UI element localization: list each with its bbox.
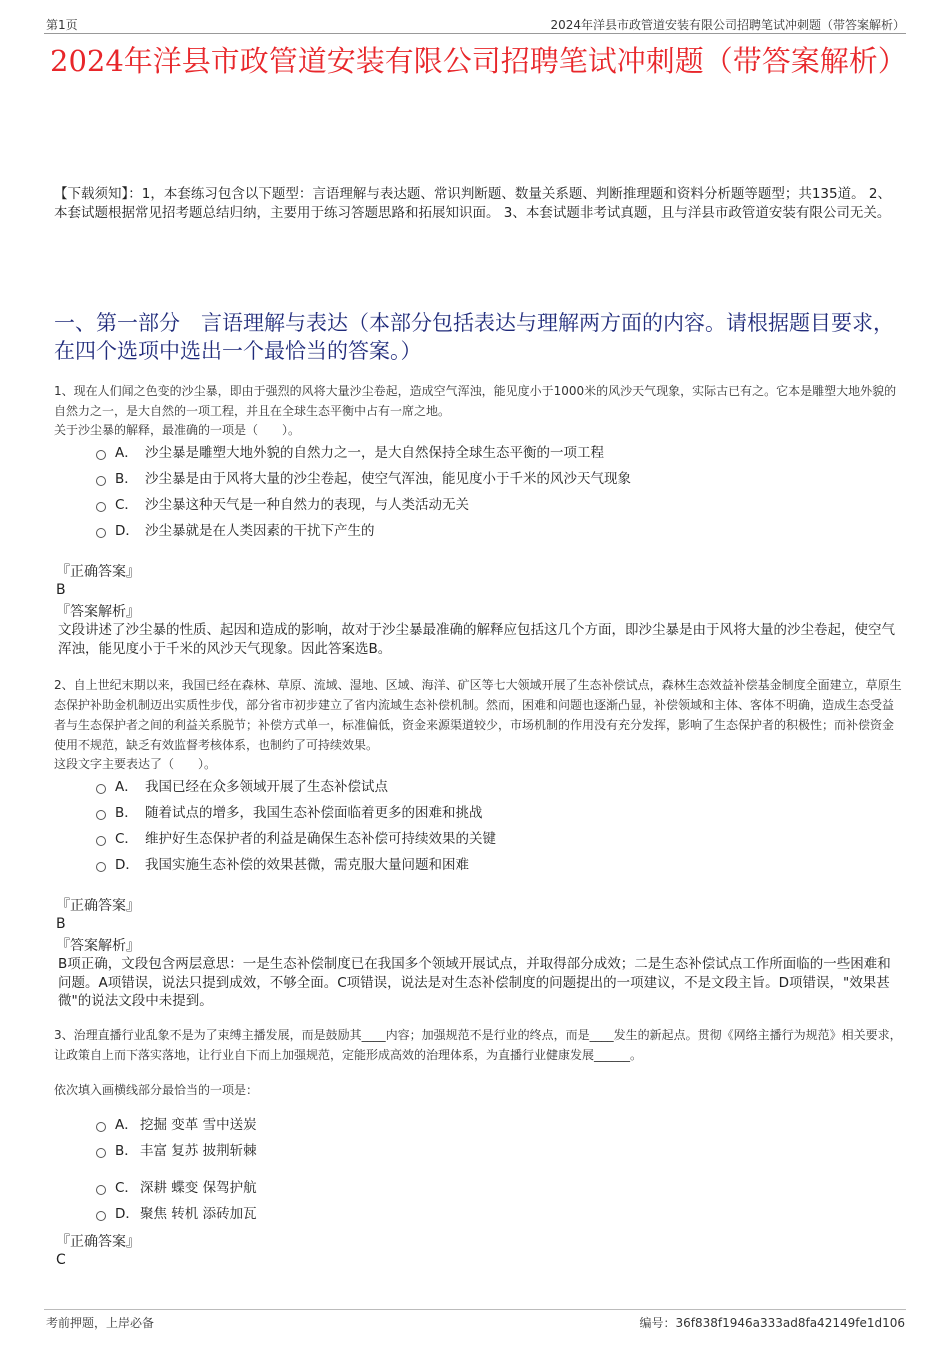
radio-icon[interactable]: [96, 1185, 106, 1195]
question-3-option-b[interactable]: [96, 1141, 257, 1161]
option-letter: A．: [115, 1117, 138, 1133]
question-1-option-b[interactable]: [96, 469, 631, 489]
question-3-option-d[interactable]: [96, 1204, 257, 1224]
radio-icon[interactable]: [96, 502, 106, 512]
option-letter: D．: [115, 1206, 139, 1222]
option-text: 聚焦 转机 添砖加瓦: [140, 1206, 257, 1222]
question-3-answer: C: [56, 1252, 66, 1268]
download-notice: 【下载须知】：1，本套练习包含以下题型：言语理解与表达题、常识判断题、数量关系题、判断推理题和资料分析题等题型；共135道。 2、本套试题根据常见招考题总结归纳，主要用于练习答题思路和拓展知识面。 3、本套试题非考试真题，且与洋县市政管道安装有限公司无关。: [54, 186, 891, 221]
option-text: 我国实施生态补偿的效果甚微，需克服大量问题和困难: [145, 857, 469, 873]
answer-label: 『正确答案』: [56, 898, 140, 914]
option-letter: B．: [115, 1143, 138, 1159]
option-letter: B．: [115, 471, 138, 487]
page-number: 第1页: [46, 18, 78, 32]
question-1-option-a[interactable]: [96, 443, 604, 463]
radio-icon[interactable]: [96, 1211, 106, 1221]
question-2-option-a[interactable]: [96, 777, 388, 797]
footer-divider: [44, 1309, 906, 1310]
question-1-analysis: 文段讲述了沙尘暴的性质、起因和造成的影响，故对于沙尘暴最准确的解释应包括这几个方面，即沙尘暴是由于风将大量的沙尘卷起，使空气浑浊，能见度小于千米的风沙天气现象。因此答案选B。: [58, 622, 895, 657]
section-heading: 一、第一部分 言语理解与表达（本部分包括表达与理解两方面的内容。请根据题目要求，在四个选项中选出一个最恰当的答案。）: [54, 311, 894, 363]
option-text: 我国已经在众多领域开展了生态补偿试点: [145, 779, 388, 795]
question-2-analysis: B项正确，文段包含两层意思：一是生态补偿制度已在我国多个领域开展试点，并取得部分成效；二是生态补偿试点工作所面临的一些困难和问题。A项错误，说法只提到成效，不够全面。C项错误，说法是对生态补偿制度的问题提出的一项建议，不是文段主旨。D项错误，"效果甚微"的说法文段中未提到。: [58, 956, 891, 1009]
question-3-text: 3、治理直播行业乱象不是为了束缚主播发展，而是鼓励其____内容；加强规范不是行业的终点，而是____发生的新起点。贯彻《网络主播行为规范》相关要求，让政策自上而下落实落地，让行业自下而上加强规范，定能形成高效的治理体系，为直播行业健康发展______。: [54, 1028, 902, 1062]
option-text: 维护好生态保护者的利益是确保生态补偿可持续效果的关键: [145, 831, 496, 847]
answer-label: 『正确答案』: [56, 1234, 140, 1250]
option-text: 沙尘暴就是在人类因素的干扰下产生的: [145, 523, 375, 539]
analysis-label: 『答案解析』: [56, 604, 140, 620]
option-letter: A．: [115, 445, 138, 461]
option-text: 随着试点的增多，我国生态补偿面临着更多的困难和挑战: [145, 805, 483, 821]
question-2-prompt: 这段文字主要表达了（ ）。: [54, 757, 217, 771]
question-1-option-c[interactable]: [96, 495, 469, 515]
question-2-option-c[interactable]: [96, 829, 496, 849]
radio-icon[interactable]: [96, 528, 106, 538]
radio-icon[interactable]: [96, 836, 106, 846]
option-letter: C．: [115, 497, 138, 513]
footer-doc-id: 编号：36f838f1946a333ad8fa42149fe1d106: [639, 1316, 905, 1330]
question-2-option-d[interactable]: [96, 855, 469, 875]
radio-icon[interactable]: [96, 810, 106, 820]
question-3-prompt: 依次填入画横线部分最恰当的一项是：: [54, 1083, 259, 1097]
radio-icon[interactable]: [96, 784, 106, 794]
question-1-text: 1、现在人们闻之色变的沙尘暴，即由于强烈的风将大量沙尘卷起，造成空气浑浊，能见度小于1000米的风沙天气现象，实际古已有之。它本是雕塑大地外貌的自然力之一，是大自然的一项工程，并且在全球生态平衡中占有一席之地。: [54, 384, 897, 418]
option-text: 深耕 蝶变 保驾护航: [140, 1180, 257, 1196]
radio-icon[interactable]: [96, 862, 106, 872]
question-2-text: 2、自上世纪末期以来，我国已经在森林、草原、流域、湿地、区域、海洋、矿区等七大领域开展了生态补偿试点，森林生态效益补偿基金制度全面建立，草原生态保护补助金机制迈出实质性步伐，部分省市初步建立了省内流域生态补偿机制。然而，困难和问题也逐渐凸显，补偿领域和主体、客体不明确，造成生态受益者与生态保护者之间的利益关系脱节；补偿方式单一，标准偏低，资金来源渠道较少，市场机制的作用没有充分发挥，影响了生态保护者的积极性；而补偿资金使用不规范，缺乏有效监督考核体系，也制约了可持续效果。: [54, 678, 902, 752]
radio-icon[interactable]: [96, 450, 106, 460]
analysis-label: 『答案解析』: [56, 938, 140, 954]
option-letter: C．: [115, 831, 138, 847]
answer-label: 『正确答案』: [56, 564, 140, 580]
header-doc-title: 2024年洋县市政管道安装有限公司招聘笔试冲刺题（带答案解析）: [550, 18, 905, 32]
option-letter: A．: [115, 779, 138, 795]
radio-icon[interactable]: [96, 1148, 106, 1158]
question-2-option-b[interactable]: [96, 803, 483, 823]
option-text: 丰富 复苏 披荆斩棘: [140, 1143, 257, 1159]
question-1-prompt: 关于沙尘暴的解释，最准确的一项是（ ）。: [54, 423, 301, 437]
option-letter: D．: [115, 857, 139, 873]
option-text: 沙尘暴这种天气是一种自然力的表现，与人类活动无关: [145, 497, 469, 513]
footer-slogan: 考前押题，上岸必备: [46, 1316, 155, 1330]
option-letter: D．: [115, 523, 139, 539]
question-3-option-a[interactable]: [96, 1115, 257, 1135]
question-2-answer: B: [56, 916, 66, 932]
radio-icon[interactable]: [96, 1122, 106, 1132]
page-title: 2024年洋县市政管道安装有限公司招聘笔试冲刺题（带答案解析）: [50, 44, 907, 78]
option-letter: C．: [115, 1180, 138, 1196]
option-text: 挖掘 变革 雪中送炭: [140, 1117, 257, 1133]
header-divider: [44, 33, 906, 34]
radio-icon[interactable]: [96, 476, 106, 486]
option-text: 沙尘暴是雕塑大地外貌的自然力之一，是大自然保持全球生态平衡的一项工程: [145, 445, 604, 461]
question-1-answer: B: [56, 582, 66, 598]
question-1-option-d[interactable]: [96, 521, 375, 541]
option-letter: B．: [115, 805, 138, 821]
option-text: 沙尘暴是由于风将大量的沙尘卷起，使空气浑浊，能见度小于千米的风沙天气现象: [145, 471, 631, 487]
question-3-option-c[interactable]: [96, 1178, 257, 1198]
